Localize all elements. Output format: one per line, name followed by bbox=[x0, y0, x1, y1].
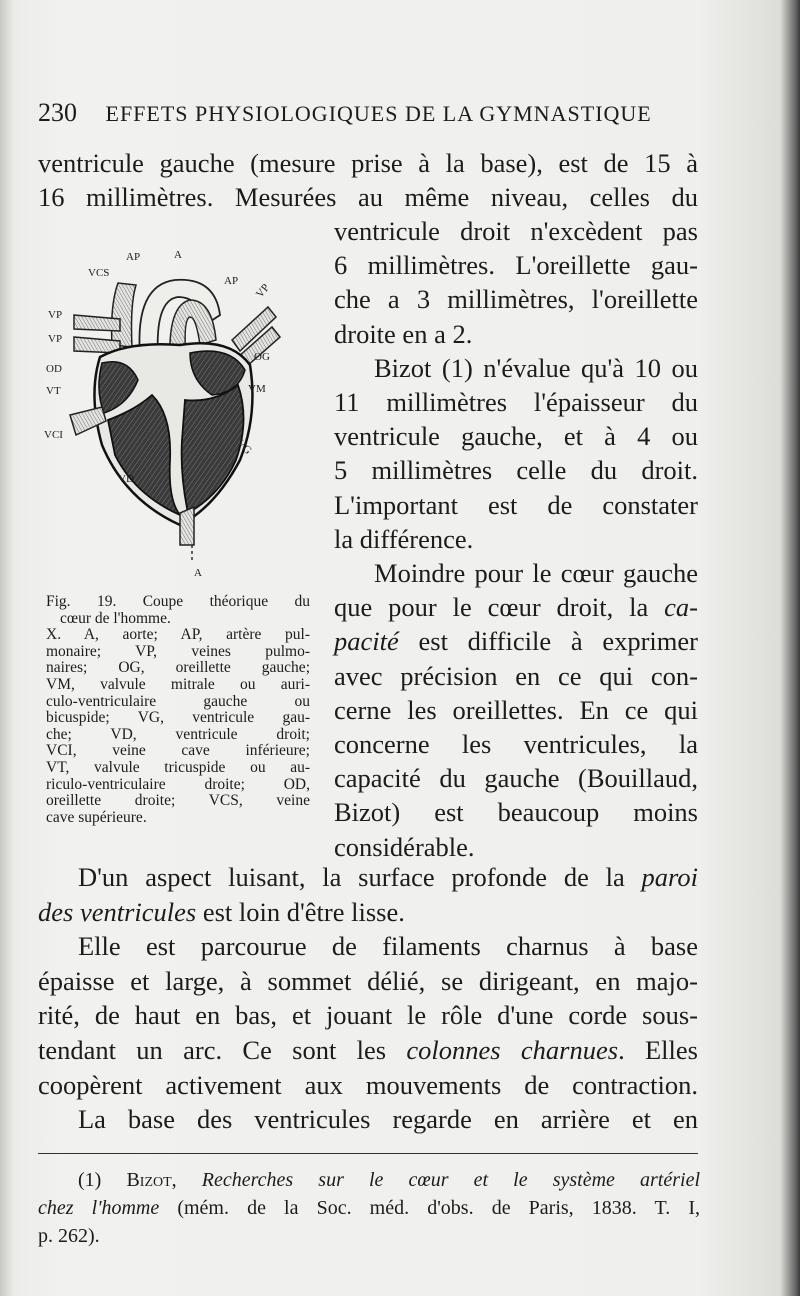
figure-label: AP bbox=[126, 251, 141, 263]
caption-line: culo-ventriculaire gauche ou bbox=[46, 692, 310, 710]
heart-diagram bbox=[40, 245, 310, 590]
caption-line: bicuspide; VG, ventricule gau- bbox=[46, 709, 310, 727]
figure-label: VCS bbox=[88, 267, 110, 279]
text-line: considérable. bbox=[334, 831, 475, 862]
figure-label: OD bbox=[46, 363, 62, 375]
right-column bbox=[334, 214, 698, 864]
text-line: ventricule droit n'excèdent pas bbox=[334, 216, 698, 246]
caption-line: VCI, veine cave inférieure; bbox=[46, 742, 310, 760]
text-line: cerne les oreillettes. En ce qui bbox=[334, 694, 698, 725]
footnote bbox=[38, 1166, 700, 1250]
caption-line: VT, valvule tricuspide ou au- bbox=[46, 758, 310, 776]
heart-engraving bbox=[40, 245, 310, 590]
text-line: ventricule gauche, et à 4 ou bbox=[334, 421, 698, 452]
text-line: tendant un arc. Ce sont les colonnes charnues. Elles bbox=[38, 1034, 698, 1065]
text-line: 5 millimètres celle du droit. bbox=[334, 455, 698, 486]
text-line: 11 millimètres l'épaisseur du bbox=[334, 387, 698, 418]
figure-label: VD bbox=[118, 473, 134, 485]
text-line: L'important est de constater bbox=[334, 489, 698, 520]
text-line: pacité est difficile à exprimer bbox=[334, 626, 698, 657]
text-line: Bizot) est beaucoup moins bbox=[334, 797, 698, 828]
text-line: épaisse et large, à sommet délié, se dirigeant, en majo- bbox=[38, 965, 698, 996]
caption-line: Fig. 19. Coupe théorique du bbox=[46, 593, 310, 610]
text-line: avec précision en ce qui con- bbox=[334, 660, 698, 691]
figure-label: VM bbox=[248, 383, 266, 395]
caption-line: X. A, aorte; AP, artère pul- bbox=[46, 626, 310, 644]
bottom-paragraphs bbox=[38, 860, 698, 1137]
figure-label: A bbox=[194, 567, 202, 579]
text-line: que pour le cœur droit, la ca- bbox=[334, 592, 698, 623]
text-line: capacité du gauche (Bouillaud, bbox=[334, 763, 698, 794]
caption-line: naires; OG, oreillette gauche; bbox=[46, 659, 310, 677]
caption-line: riculo-ventriculaire droite; OD, bbox=[46, 775, 310, 793]
caption-line: monaire; VP, veines pulmo- bbox=[46, 642, 310, 660]
text-line: che a 3 millimètres, l'oreillette bbox=[334, 284, 698, 315]
text-line: droite en a 2. bbox=[334, 318, 473, 349]
caption-line: oreillette droite; VCS, veine bbox=[46, 792, 310, 810]
caption-line: cœur de l'homme. bbox=[60, 609, 171, 627]
caption-line: che; VD, ventricule droit; bbox=[46, 725, 310, 743]
figure-label: VP bbox=[48, 333, 63, 345]
figure-label: VP bbox=[253, 281, 273, 301]
text-line: La base des ventricules regarde en arrière et en bbox=[78, 1104, 698, 1135]
figure-label: OG bbox=[254, 351, 270, 363]
footnote-line: chez l'homme (mém. de la Soc. méd. d'obs. de Paris, 1838. T. I, bbox=[38, 1197, 700, 1219]
figure-label: VT bbox=[46, 385, 61, 397]
footnote-rule bbox=[38, 1153, 698, 1154]
figure-label: AP bbox=[224, 275, 239, 287]
top-paragraph bbox=[38, 146, 698, 214]
text-line: D'un aspect luisant, la surface profonde de la paroi bbox=[78, 862, 698, 892]
figure-caption bbox=[46, 594, 310, 826]
text-line: concerne les ventricules, la bbox=[334, 729, 698, 760]
figure-label: VCI bbox=[44, 429, 63, 441]
footnote-line: p. 262). bbox=[38, 1225, 100, 1247]
figure-label: A bbox=[174, 249, 182, 261]
text-line: la différence. bbox=[334, 523, 474, 554]
text-line: Elle est parcourue de filaments charnus à base bbox=[78, 931, 698, 962]
text-line: 16 millimètres. Mesurées au même niveau, celles du bbox=[38, 182, 698, 212]
running-title: EFFETS PHYSIOLOGIQUES DE LA GYMNASTIQUE bbox=[105, 101, 652, 126]
page-number: 230 bbox=[38, 98, 77, 127]
text-line: des ventricules est loin d'être lisse. bbox=[38, 896, 405, 927]
text-line: rité, de haut en bas, et jouant le rôle d'une corde sous- bbox=[38, 1000, 698, 1031]
text-line: ventricule gauche (mesure prise à la base), est de 15 à bbox=[38, 148, 698, 178]
caption-line: cave supérieure. bbox=[46, 808, 147, 826]
text-line: Bizot (1) n'évalue qu'à 10 ou bbox=[374, 352, 698, 383]
figure-label: VG bbox=[234, 437, 254, 457]
figure-label: VP bbox=[48, 309, 63, 321]
text-line: 6 millimètres. L'oreillette gau- bbox=[334, 250, 698, 281]
text-line: Moindre pour le cœur gauche bbox=[374, 558, 698, 589]
running-header bbox=[38, 98, 698, 128]
footnote-line: (1) Bizot, Recherches sur le cœur et le système artériel bbox=[78, 1169, 700, 1191]
text-line: coopèrent activement aux mouvements de contraction. bbox=[38, 1069, 698, 1100]
caption-line: VM, valvule mitrale ou auri- bbox=[46, 675, 310, 693]
